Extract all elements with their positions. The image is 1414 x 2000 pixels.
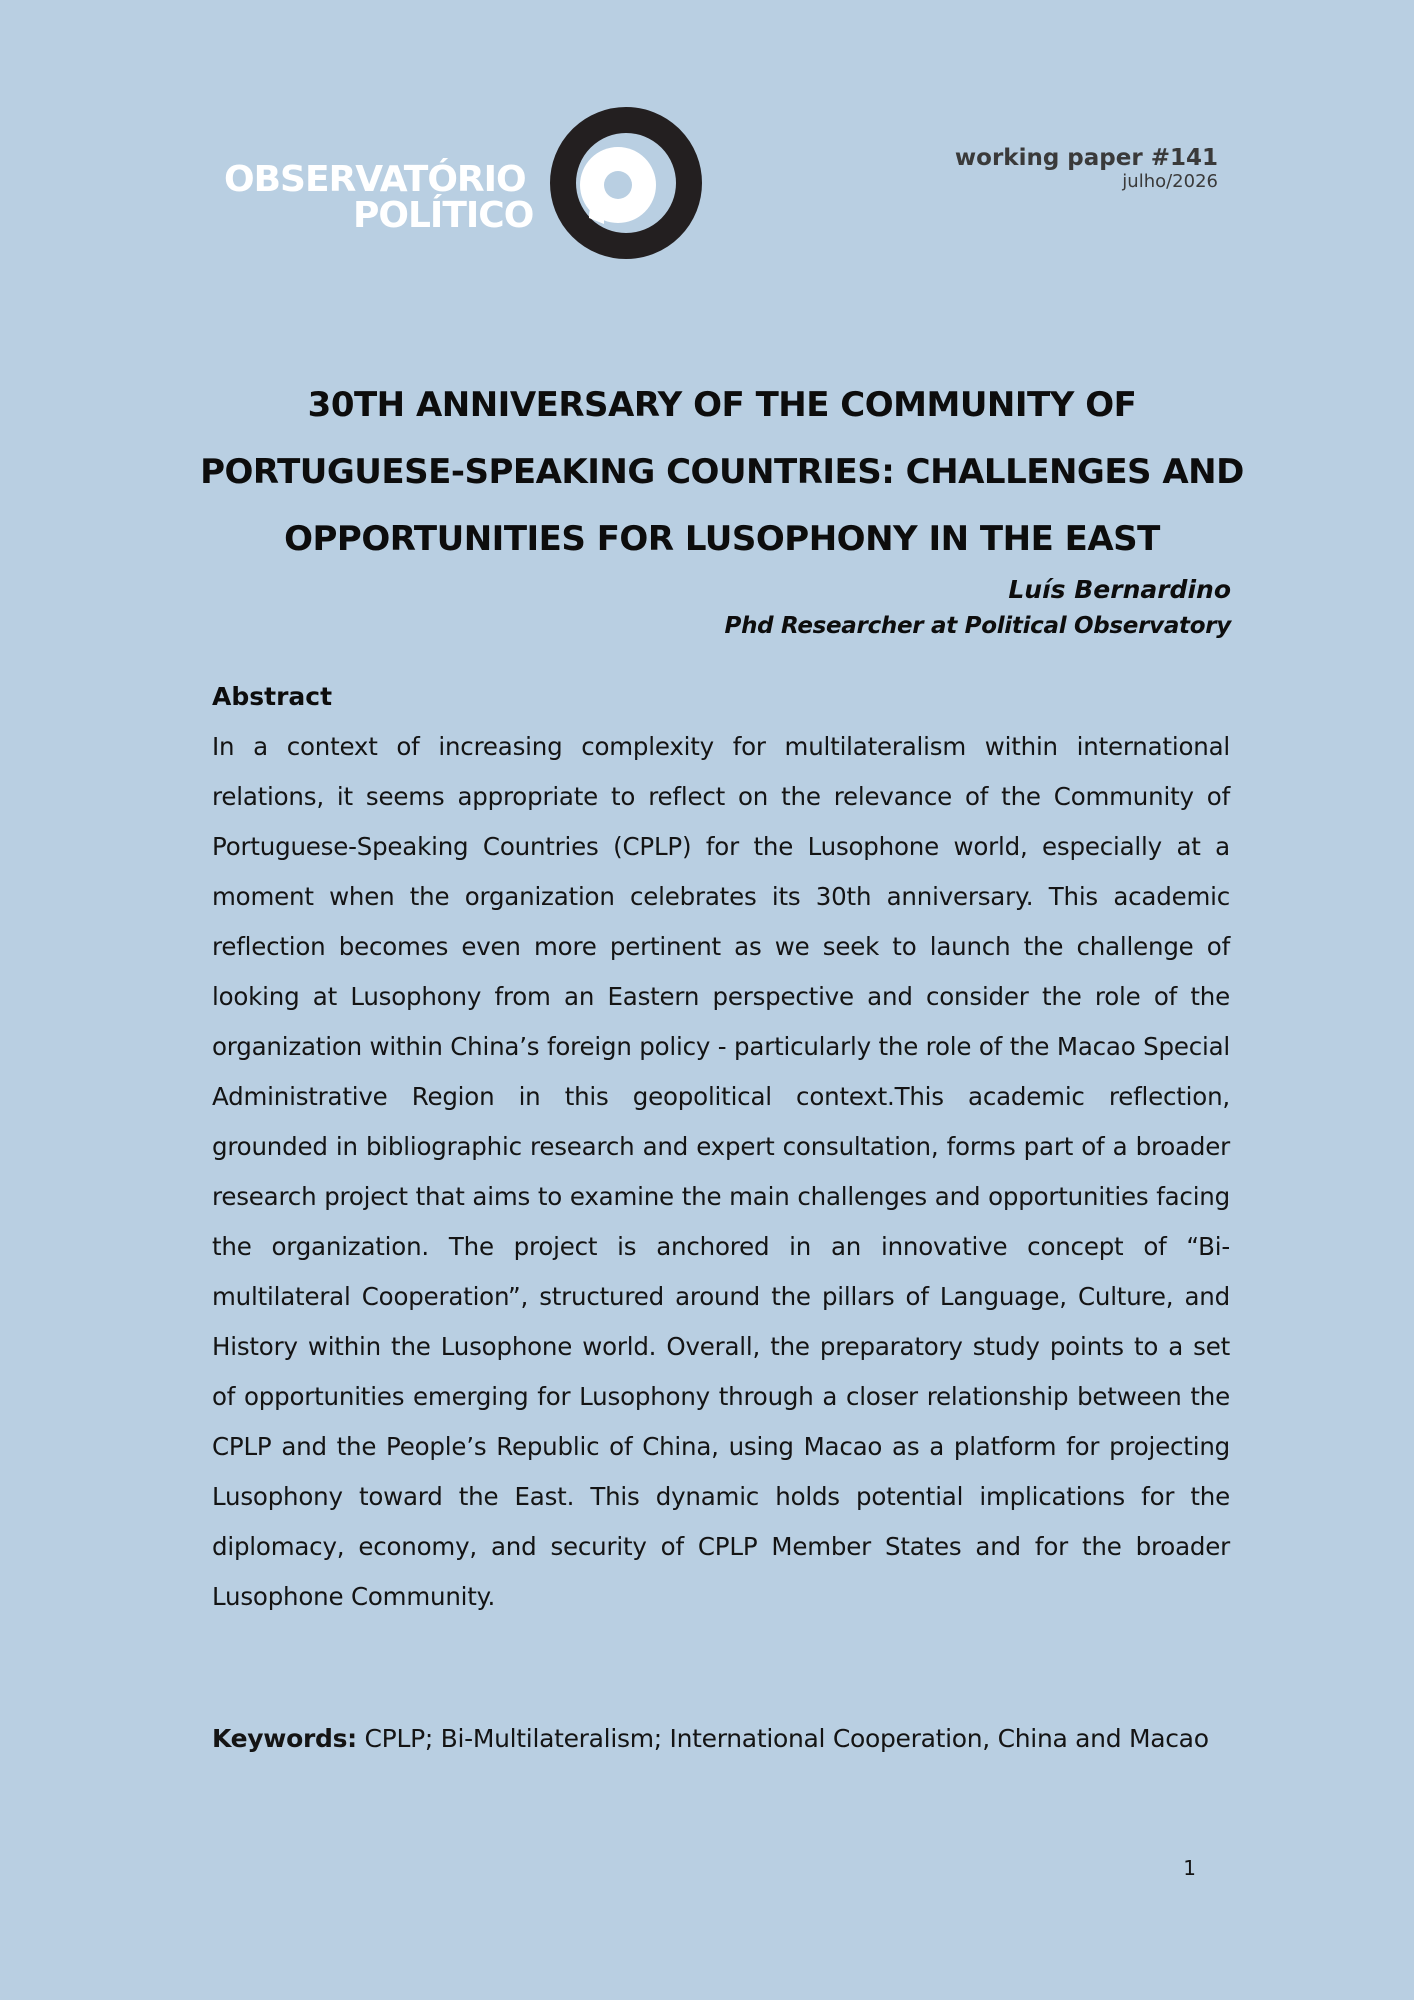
abstract-body: In a context of increasing complexity for multilateralism within international relations, it seems appropriate to reflect on the relevance of the Community of Portuguese-Speaking Countries (CPLP) for the Lusophone world, especially at a moment when the organization celebrates its 30th anniversary. This academic reflection becomes even more pertinent as we seek to launch the challenge of looking at Lusophony from an Eastern perspective and consider the role of the organization within China’s foreign policy - particularly the role of the Macao Special Administrative Region in this geopolitical context.This academic reflection, grounded in bibliographic research and expert consultation, forms part of a broader research project that aims to examine the main challenges and opportunities facing the organization. The project is anchored in an innovative concept of “Bi-multilateral Cooperation”, structured around the pillars of Language, Culture, and History within the Lusophone world. Overall, the preparatory study points to a set of opportunities emerging for Lusophony through a closer relationship between the CPLP and the People’s Republic of China, using Macao as a platform for projecting Lusophony toward the East. This dynamic holds potential implications for the diplomacy, economy, and security of CPLP Member States and for the broader Lusophone Community. xyxy=(212,732,1230,1611)
author-role: Phd Researcher at Political Observatory xyxy=(724,613,1231,639)
author-block xyxy=(725,572,1231,644)
working-paper-number: working paper #141 xyxy=(954,145,1218,171)
working-paper-info xyxy=(955,146,1218,193)
working-paper-date: julho/2026 xyxy=(1122,171,1218,193)
observatorio-politico-logo xyxy=(222,106,702,260)
paper-title xyxy=(200,372,1244,573)
keywords-text: CPLP; Bi-Multilateralism; International Cooperation, China and Macao xyxy=(356,1724,1209,1753)
title-line-2: PORTUGUESE-SPEAKING COUNTRIES: CHALLENGES AND xyxy=(200,452,1244,492)
logo-ring-icon xyxy=(549,106,703,260)
title-line-1: 30TH ANNIVERSARY OF THE COMMUNITY OF xyxy=(307,385,1137,425)
title-line-3: OPPORTUNITIES FOR LUSOPHONY IN THE EAST xyxy=(284,519,1160,559)
logo-text-line2: POLÍTICO xyxy=(353,195,534,236)
author-name: Luís Bernardino xyxy=(1008,575,1231,604)
page-number: 1 xyxy=(1183,1856,1196,1880)
logo-text-line1: OBSERVATÓRIO xyxy=(224,159,526,200)
keywords-label: Keywords: xyxy=(212,1724,357,1753)
keywords-line xyxy=(212,1722,1209,1756)
abstract-heading: Abstract xyxy=(212,682,333,711)
